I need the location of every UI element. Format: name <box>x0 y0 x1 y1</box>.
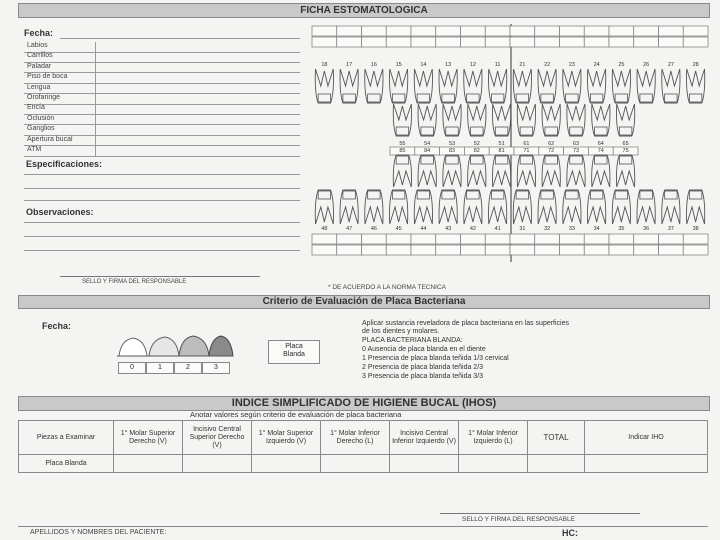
exam-item-label: Lengua <box>27 83 51 91</box>
placa-blanda-label: Placa Blanda <box>283 343 305 358</box>
lower-permanent-tooth <box>538 190 556 224</box>
lower-deciduous-tooth <box>517 155 535 187</box>
upper-permanent-tooth <box>662 69 680 103</box>
ihos-header-row <box>19 421 708 455</box>
lower-permanent-box <box>683 234 708 244</box>
footer-sello-label: SELLO Y FIRMA DEL RESPONSABLE <box>462 516 575 523</box>
lower-permanent-tooth <box>612 190 630 224</box>
upper-permanent-box <box>560 26 585 36</box>
upper-permanent-tooth <box>612 69 630 103</box>
lower-permanent-number: 47 <box>346 226 353 232</box>
lower-permanent-box <box>535 234 560 244</box>
upper-permanent-box <box>362 37 387 47</box>
upper-permanent-box <box>436 37 461 47</box>
lower-deciduous-tooth <box>468 155 486 187</box>
lower-permanent-box <box>337 245 362 255</box>
hc-label: HC: <box>562 528 578 538</box>
upper-permanent-box <box>362 26 387 36</box>
lower-permanent-number: 33 <box>568 226 575 232</box>
plaque-teeth-illustration <box>115 330 235 362</box>
lower-permanent-box <box>312 245 337 255</box>
exam-item-label: Piso de boca <box>27 73 68 81</box>
lower-permanent-box <box>560 245 585 255</box>
upper-deciduous-number: 51 <box>498 141 505 147</box>
upper-deciduous-number: 65 <box>622 141 629 147</box>
ihos-row-header: Piezas a Examinar <box>19 421 114 455</box>
upper-permanent-box <box>535 37 560 47</box>
placa-section-banner <box>18 295 710 309</box>
lower-permanent-tooth <box>662 190 680 224</box>
lower-permanent-number: 41 <box>494 226 501 232</box>
lower-permanent-tooth <box>439 190 457 224</box>
upper-deciduous-tooth <box>616 104 634 136</box>
upper-permanent-box <box>510 37 535 47</box>
lower-permanent-box <box>609 234 634 244</box>
lower-deciduous-tooth <box>492 155 510 187</box>
lower-permanent-tooth <box>315 190 333 224</box>
upper-permanent-tooth <box>464 69 482 103</box>
lower-permanent-box <box>634 245 659 255</box>
upper-permanent-number: 16 <box>370 62 377 68</box>
lower-permanent-box <box>659 234 684 244</box>
exam-item-label: Labios <box>27 42 48 49</box>
footer-firma-line <box>440 513 640 514</box>
lower-deciduous-number: 74 <box>597 148 604 154</box>
upper-permanent-box <box>312 26 337 36</box>
ihos-placa-row-label: Placa Blanda <box>19 455 114 473</box>
lower-permanent-tooth <box>340 190 358 224</box>
lower-permanent-number: 44 <box>420 226 427 232</box>
lower-deciduous-tooth <box>567 155 585 187</box>
lower-permanent-tooth <box>687 190 705 224</box>
exam-item-label: Apertura bucal <box>27 135 73 143</box>
upper-permanent-box <box>560 37 585 47</box>
upper-permanent-number: 18 <box>321 62 328 68</box>
plaque-scale-cell: 0 <box>118 362 146 374</box>
lower-deciduous-tooth <box>443 155 461 187</box>
upper-deciduous-tooth <box>592 104 610 136</box>
lower-deciduous-number: 83 <box>448 148 456 154</box>
lower-permanent-number: 37 <box>667 226 674 232</box>
sello-responsable-label: SELLO Y FIRMA DEL RESPONSABLE <box>82 279 187 285</box>
upper-permanent-tooth <box>513 69 531 103</box>
lower-permanent-box <box>461 245 486 255</box>
upper-permanent-tooth <box>637 69 655 103</box>
criterion-item: 1 Presencia de placa blanda teñida 1/3 cervical <box>362 355 509 362</box>
upper-deciduous-number: 54 <box>424 141 431 147</box>
upper-permanent-number: 17 <box>346 62 353 68</box>
lower-deciduous-number: 82 <box>473 148 480 154</box>
lower-permanent-box <box>510 234 535 244</box>
ihos-total-header: TOTAL <box>528 421 585 455</box>
upper-permanent-box <box>436 26 461 36</box>
ihos-placa-row <box>19 455 708 473</box>
upper-permanent-number: 14 <box>420 62 427 68</box>
ihos-cell-6[interactable] <box>459 455 528 473</box>
lower-permanent-number: 42 <box>469 226 476 232</box>
upper-deciduous-number: 61 <box>523 141 530 147</box>
upper-permanent-box <box>584 37 609 47</box>
upper-permanent-box <box>411 26 436 36</box>
upper-deciduous-tooth <box>418 104 436 136</box>
upper-permanent-number: 21 <box>519 62 526 68</box>
upper-permanent-number: 28 <box>692 62 699 68</box>
lower-permanent-number: 48 <box>321 226 328 232</box>
upper-permanent-number: 12 <box>469 62 476 68</box>
lower-permanent-box <box>386 234 411 244</box>
upper-permanent-box <box>584 26 609 36</box>
upper-permanent-number: 27 <box>667 62 674 68</box>
upper-permanent-box <box>312 37 337 47</box>
criterion-item: 0 Ausencia de placa blanda en el diente <box>362 346 486 353</box>
lower-permanent-box <box>461 234 486 244</box>
lower-deciduous-number: 84 <box>424 148 431 154</box>
upper-permanent-number: 26 <box>643 62 650 68</box>
upper-permanent-box <box>683 37 708 47</box>
upper-permanent-number: 15 <box>395 62 402 68</box>
lower-permanent-number: 35 <box>618 226 625 232</box>
lower-permanent-box <box>485 245 510 255</box>
upper-permanent-tooth <box>489 69 507 103</box>
lower-permanent-box <box>683 245 708 255</box>
lower-permanent-box <box>510 245 535 255</box>
ihos-cell-total[interactable] <box>528 455 585 473</box>
plaque-scale-cell: 3 <box>202 362 230 374</box>
placa-instruction-1: Aplicar sustancia reveladora de placa bacteriana en las superficies <box>362 320 570 327</box>
lower-permanent-tooth <box>588 190 606 224</box>
lower-permanent-tooth <box>513 190 531 224</box>
upper-deciduous-tooth <box>517 104 535 136</box>
lower-permanent-number: 46 <box>370 226 377 232</box>
upper-permanent-box <box>659 26 684 36</box>
upper-deciduous-tooth <box>393 104 411 136</box>
ihos-cell-4[interactable] <box>321 455 390 473</box>
upper-deciduous-number: 55 <box>399 141 406 147</box>
ihos-cell-5[interactable] <box>390 455 459 473</box>
lower-permanent-tooth <box>464 190 482 224</box>
lower-deciduous-tooth <box>418 155 436 187</box>
lower-permanent-number: 43 <box>445 226 452 232</box>
lower-permanent-box <box>411 245 436 255</box>
lower-deciduous-tooth <box>592 155 610 187</box>
placa-section-title: Criterio de Evaluación de Placa Bacteriana <box>262 296 466 307</box>
ihos-col-6: 1° Molar Inferior Izquierdo (L) <box>459 421 528 455</box>
lower-permanent-number: 32 <box>544 226 551 232</box>
ihos-col-1: 1° Molar Superior Derecho (V) <box>114 421 183 455</box>
upper-permanent-tooth <box>563 69 581 103</box>
lower-deciduous-number: 81 <box>498 148 505 154</box>
plaque-scale-cell: 1 <box>146 362 174 374</box>
lower-deciduous-number: 85 <box>399 148 406 154</box>
upper-deciduous-number: 52 <box>473 141 480 147</box>
exam-item-label: Oclusión <box>27 114 55 122</box>
ihos-cell-3[interactable] <box>252 455 321 473</box>
lower-deciduous-tooth <box>542 155 560 187</box>
placa-instruction-2: de los dientes y molares. <box>362 328 440 335</box>
criterion-item: 2 Presencia de placa blanda teñida 2/3 <box>362 364 484 371</box>
upper-permanent-tooth <box>365 69 383 103</box>
upper-permanent-box <box>634 26 659 36</box>
ihos-cell-2[interactable] <box>183 455 252 473</box>
lower-permanent-box <box>411 234 436 244</box>
exam-item-label: Ganglios <box>27 125 55 133</box>
upper-permanent-box <box>461 37 486 47</box>
lower-permanent-number: 34 <box>593 226 600 232</box>
lower-permanent-box <box>362 245 387 255</box>
ihos-col-5: Incisivo Central Inferior Izquierdo (V) <box>390 421 459 455</box>
lower-deciduous-number: 75 <box>622 148 629 154</box>
upper-permanent-box <box>609 26 634 36</box>
upper-permanent-box <box>609 37 634 47</box>
criterion-item: 3 Presencia de placa blanda teñida 3/3 <box>362 373 484 380</box>
lower-permanent-number: 38 <box>692 226 699 232</box>
upper-permanent-number: 11 <box>494 62 501 68</box>
lower-permanent-tooth <box>637 190 655 224</box>
lower-permanent-box <box>535 245 560 255</box>
lower-permanent-number: 36 <box>643 226 650 232</box>
lower-permanent-box <box>312 234 337 244</box>
upper-permanent-tooth <box>687 69 705 103</box>
upper-permanent-box <box>485 26 510 36</box>
ihos-cell-1[interactable] <box>114 455 183 473</box>
upper-permanent-box <box>337 37 362 47</box>
placa-blanda-box <box>268 340 320 364</box>
ihos-indicar-header: Indicar IHO <box>585 421 708 455</box>
upper-deciduous-number: 62 <box>548 141 555 147</box>
exam-item-label: Orofaringe <box>27 94 61 101</box>
lower-permanent-box <box>584 234 609 244</box>
upper-deciduous-number: 64 <box>597 141 604 147</box>
lower-deciduous-tooth <box>393 155 411 187</box>
upper-permanent-box <box>659 37 684 47</box>
exam-item-label: Carrillos <box>27 52 53 60</box>
lower-permanent-box <box>584 245 609 255</box>
lower-deciduous-tooth <box>616 155 634 187</box>
lower-permanent-box <box>386 245 411 255</box>
upper-permanent-number: 13 <box>445 62 452 68</box>
upper-permanent-box <box>535 26 560 36</box>
placa-fecha-label: Fecha: <box>42 321 72 331</box>
lower-deciduous-number: 72 <box>548 148 555 154</box>
upper-permanent-tooth <box>439 69 457 103</box>
upper-permanent-number: 22 <box>544 62 551 68</box>
upper-permanent-box <box>510 26 535 36</box>
upper-deciduous-number: 63 <box>572 141 580 147</box>
upper-deciduous-tooth <box>567 104 585 136</box>
lower-permanent-tooth <box>563 190 581 224</box>
lower-permanent-number: 31 <box>519 226 526 232</box>
upper-permanent-box <box>485 37 510 47</box>
upper-permanent-box <box>337 26 362 36</box>
upper-permanent-box <box>461 26 486 36</box>
lower-permanent-tooth <box>414 190 432 224</box>
lower-permanent-box <box>609 245 634 255</box>
exam-item-label: ATM <box>27 146 42 153</box>
upper-deciduous-tooth <box>443 104 461 136</box>
upper-permanent-box <box>683 26 708 36</box>
ihos-title: INDICE SIMPLIFICADO DE HIGIENE BUCAL (IHOS) <box>231 397 497 409</box>
ihos-banner <box>18 396 710 411</box>
ihos-col-3: 1° Molar Superior Izquierdo (V) <box>252 421 321 455</box>
lower-permanent-tooth <box>365 190 383 224</box>
observaciones-label: Observaciones: <box>26 207 94 217</box>
upper-permanent-tooth <box>390 69 408 103</box>
lower-permanent-box <box>362 234 387 244</box>
plaque-scale-cell: 2 <box>174 362 202 374</box>
lower-deciduous-number: 71 <box>523 148 530 154</box>
lower-permanent-number: 45 <box>395 226 402 232</box>
norma-tecnica-note: * DE ACUERDO A LA NORMA TECNICA <box>328 284 446 291</box>
lower-deciduous-number: 73 <box>572 148 580 154</box>
paciente-label: APELLIDOS Y NOMBRES DEL PACIENTE: <box>30 529 167 536</box>
especificaciones-label: Especificaciones: <box>26 159 103 169</box>
lower-permanent-box <box>436 234 461 244</box>
upper-deciduous-tooth <box>468 104 486 136</box>
upper-permanent-tooth <box>538 69 556 103</box>
fecha-label: Fecha: <box>24 28 54 38</box>
upper-deciduous-tooth <box>542 104 560 136</box>
lower-permanent-box <box>560 234 585 244</box>
ihos-cell-indicar[interactable] <box>585 455 708 473</box>
upper-deciduous-number: 53 <box>448 141 456 147</box>
lower-permanent-tooth <box>489 190 507 224</box>
lower-permanent-box <box>485 234 510 244</box>
ihos-col-2: Incisivo Central Superior Derecho (V) <box>183 421 252 455</box>
upper-permanent-tooth <box>414 69 432 103</box>
ihos-subtitle: Anotar valores según criterio de evaluación de placa bacteriana <box>190 410 402 419</box>
exam-item-label: Paladar <box>27 62 52 70</box>
form-title: FICHA ESTOMATOLOGICA <box>300 5 428 16</box>
ihos-table <box>18 420 708 473</box>
exam-item-label: Encía <box>27 104 45 112</box>
lower-permanent-box <box>337 234 362 244</box>
upper-permanent-tooth <box>340 69 358 103</box>
upper-permanent-tooth <box>588 69 606 103</box>
lower-permanent-tooth <box>390 190 408 224</box>
upper-deciduous-tooth <box>492 104 510 136</box>
criterio-title: PLACA BACTERIANA BLANDA: <box>362 337 463 344</box>
upper-permanent-number: 25 <box>618 62 625 68</box>
ihos-col-4: 1° Molar Inferior Derecho (L) <box>321 421 390 455</box>
lower-permanent-box <box>436 245 461 255</box>
upper-permanent-number: 23 <box>568 62 575 68</box>
footer-divider <box>18 526 708 527</box>
upper-permanent-number: 24 <box>593 62 600 68</box>
upper-permanent-box <box>386 37 411 47</box>
upper-permanent-tooth <box>315 69 333 103</box>
upper-permanent-box <box>386 26 411 36</box>
upper-permanent-box <box>411 37 436 47</box>
lower-permanent-box <box>634 234 659 244</box>
upper-permanent-box <box>634 37 659 47</box>
lower-permanent-box <box>659 245 684 255</box>
